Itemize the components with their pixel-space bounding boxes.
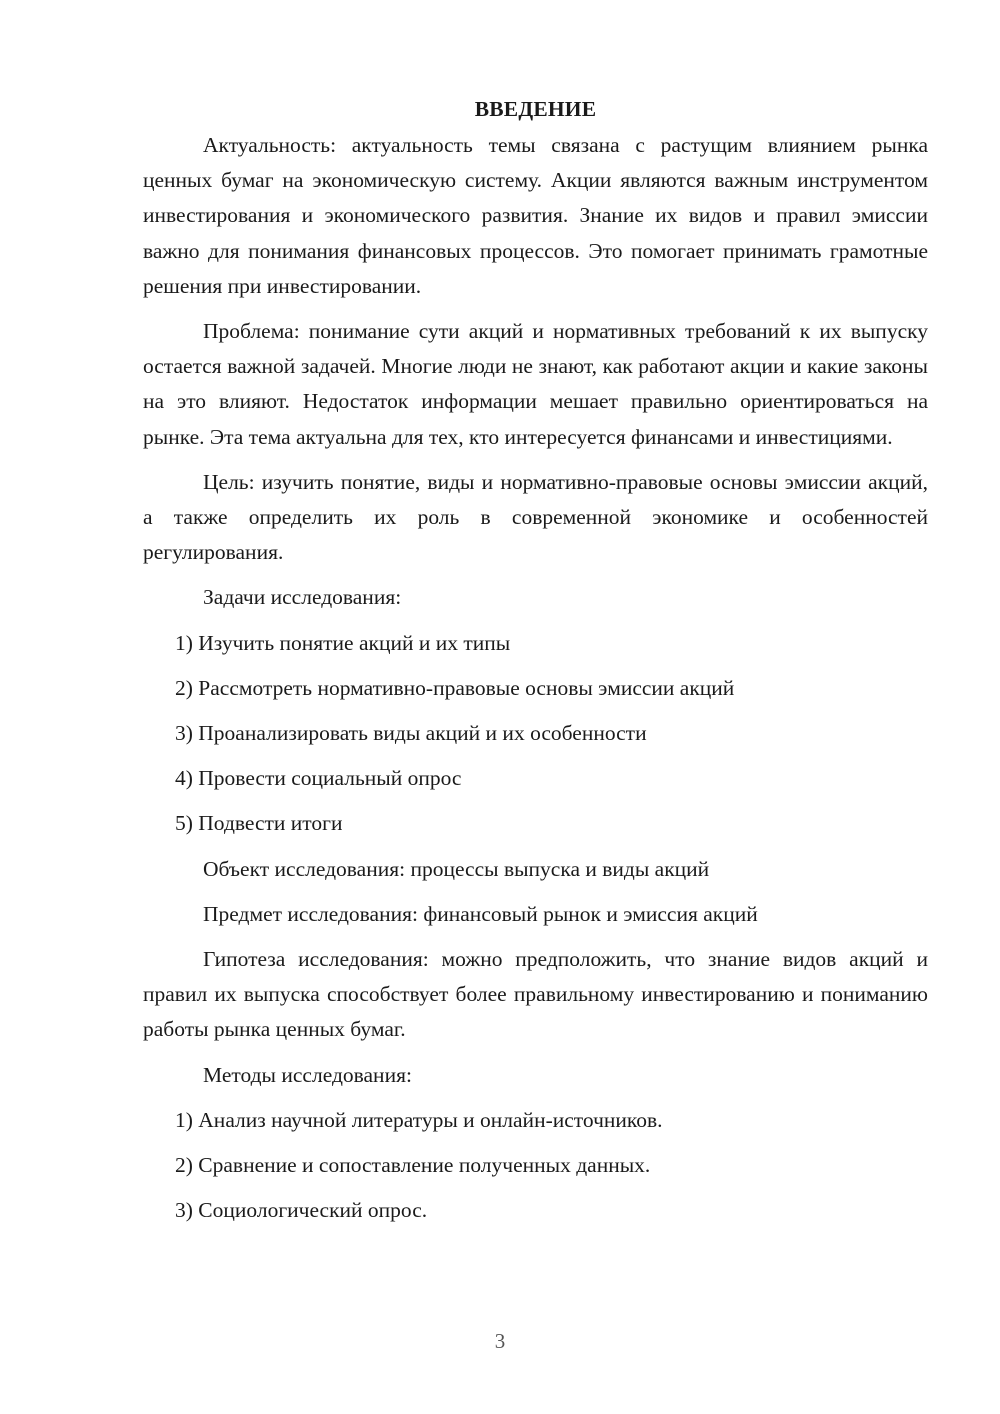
goal-paragraph: Цель: изучить понятие, виды и нормативно-правовые основы эмиссии акций, а также определить их роль в современной экономике и особенностей регулирования. [143, 469, 928, 565]
task-item-1: 1) Изучить понятие акций и их типы [175, 630, 511, 655]
section-heading: ВВЕДЕНИЕ [474, 97, 597, 121]
research-object: Объект исследования: процессы выпуска и виды акций [203, 856, 710, 881]
task-item-4: 4) Провести социальный опрос [175, 766, 462, 791]
tasks-list [143, 626, 928, 842]
methods-list [143, 1103, 928, 1229]
methods-label: Методы исследования: [203, 1062, 412, 1087]
hypothesis-paragraph: Гипотеза исследования: можно предположить, что знание видов акций и правил их выпуска способствует более правильному инвестированию и пониманию работы рынка ценных бумаг. [143, 947, 928, 1042]
method-item-3: 3) Социологический опрос. [175, 1198, 428, 1223]
document-page [143, 94, 928, 1238]
task-item-3: 3) Проанализировать виды акций и их особенности [175, 721, 647, 746]
research-subject: Предмет исследования: финансовый рынок и эмиссия акций [203, 901, 758, 926]
problem-paragraph: Проблема: понимание сути акций и нормативных требований к их выпуску остается важной задачей. Многие люди не знают, как работают акции и какие законы на это влияют. Недостаток информации мешает правильно ориентироваться на рынке. Эта тема актуальна для тех, кто интересуется финансами и инвестициями. [143, 319, 928, 449]
task-item-5: 5) Подвести итоги [175, 811, 343, 836]
page-number: 3 [494, 1329, 506, 1353]
tasks-label: Задачи исследования: [203, 585, 402, 610]
method-item-1: 1) Анализ научной литературы и онлайн-источников. [175, 1107, 663, 1132]
relevance-paragraph: Актуальность: актуальность темы связана с растущим влиянием рынка ценных бумаг на экономическую систему. Акции являются важным инструментом инвестирования и экономического развития. Знание их видов и правил эмиссии важно для понимания финансовых процессов. Это помогает принимать грамотные решения при инвестировании. [143, 133, 928, 298]
method-item-2: 2) Сравнение и сопоставление полученных данных. [175, 1153, 651, 1178]
task-item-2: 2) Рассмотреть нормативно-правовые основы эмиссии акций [175, 675, 735, 700]
